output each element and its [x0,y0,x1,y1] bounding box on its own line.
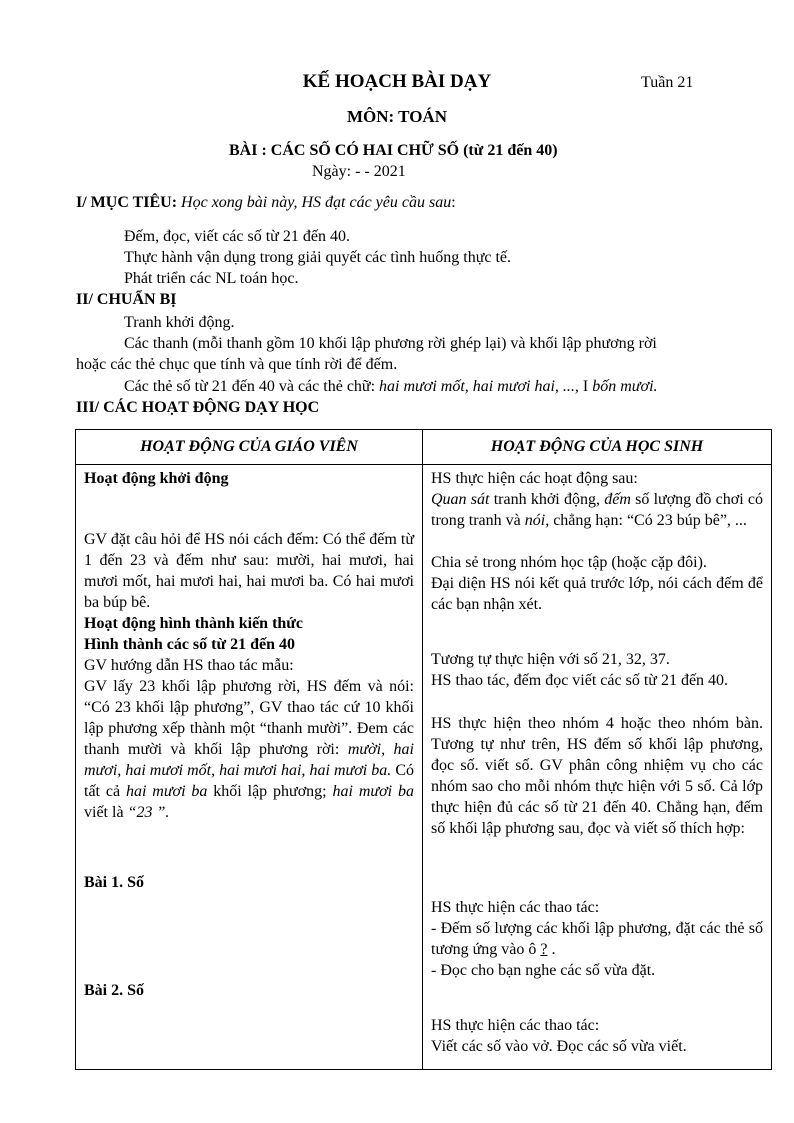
student-text: Đại diện HS nói kết quả trước lớp, nói cách đếm để các bạn nhận xét. [431,575,763,613]
warmup-title: Hoạt động khởi động [84,470,229,487]
knowledge-subtitle: Hình thành các số từ 21 đến 40 [84,636,295,653]
subject-heading: MÔN: TOÁN [347,107,447,126]
objectives-colon: : [451,194,456,211]
week-label: Tuần 21 [641,74,694,91]
preparation-heading: II/ CHUẨN BỊ [76,291,177,308]
student-italic: đếm [604,491,631,508]
student-text: Viết các số vào vở. Đọc các số vừa viết. [431,1038,687,1055]
preparation-item [124,378,658,396]
demo-italic: hai mươi ba [125,783,208,800]
lesson-heading: BÀI : CÁC SỐ CÓ HAI CHỮ SỐ (từ 21 đến 40) [229,142,558,159]
demo-italic: hai mươi ba [332,783,414,800]
knowledge-title: Hoạt động hình thành kiến thức [84,615,304,632]
student-text: HS thực hiện các thao tác: [431,1017,600,1034]
student-italic: Quan sát [431,491,490,508]
student-text [431,489,763,531]
activities-heading: III/ CÁC HOẠT ĐỘNG DẠY HỌC [76,399,320,416]
preparation-item: hoặc các thẻ chục que tính và que tính rời để đếm. [76,356,398,373]
student-part: số lượng đồ chơi có trong tranh và [431,491,763,529]
prep-italic: bốn mươi. [592,378,658,395]
student-cell [423,465,771,1069]
student-text [431,918,763,960]
demo-italic: “23 ”. [127,804,170,821]
objective-item: Phát triển các NL toán học. [124,270,299,287]
student-text: - Đọc cho bạn nghe các số vừa đặt. [431,962,656,979]
preparation-item: Các thanh (mỗi thanh gồm 10 khối lập phương rời ghép lại) và khối lập phương rời [124,335,657,352]
prep-text: I [582,378,593,395]
student-part: chẳng hạn: “Có 23 búp bê”, ... [549,512,747,529]
activities-table [75,429,772,1070]
student-column-header: HOẠT ĐỘNG CỦA HỌC SINH [423,430,772,465]
demo-part: GV lấy 23 khối lập phương rời, HS đếm và nói: “Có 23 khối lập phương”, GV thao tác cứ 10 khối lập phương xếp thành một “thanh mười”. Đem các thanh mười và khối lập phương rời: [84,678,414,758]
student-text: HS thực hiện các thao tác: [431,899,600,916]
prep-text: Các thẻ số từ 21 đến 40 và các thẻ chữ: [124,378,380,395]
student-text: Chia sẻ trong nhóm học tập (hoặc cặp đôi). [431,554,707,571]
student-italic: nói, [524,512,550,529]
objectives-line [76,194,456,212]
demo-italic: mười, hai mươi, hai mươi mốt, hai mươi hai, hai mươi ba. [84,741,414,779]
demo-text [84,676,414,823]
warmup-text: GV đặt câu hỏi để HS nói cách đếm: Có thể đếm từ 1 đến 23 và đếm như sau: mười, hai mươi, hai mươi mốt, hai mươi hai, hai mươi ba. Có hai mươi ba búp bê. [84,531,414,611]
page-title: KẾ HOẠCH BÀI DẠY [302,71,492,92]
teacher-column-header: HOẠT ĐỘNG CỦA GIÁO VIÊN [76,430,423,465]
student-part: tranh khởi động, [489,491,605,508]
student-part: . [547,941,556,958]
prep-italic: hai mươi mốt, hai mươi hai, ..., [379,378,583,395]
demo-part: Có tất cả [84,762,415,800]
teacher-cell [76,465,422,1069]
objectives-heading: I/ MỤC TIÊU: [76,194,178,211]
objectives-intro: Học xong bài này, HS đạt các yêu cầu sau [181,194,452,211]
student-text: HS thực hiện theo nhóm 4 hoặc theo nhóm bàn. Tương tự như trên, HS đếm số khối lập phương, đọc số. viết số. GV phân công nhiệm vụ cho các nhóm sao cho mỗi nhóm thực hiện với 5 số. Cả lớp thực hiện đủ các số từ 21 đến 40. Chẳng hạn, đếm số khối lập phương sau, đọc và viết số thích hợp: [431,715,763,837]
student-text: HS thao tác, đếm đọc viết các số từ 21 đến 40. [431,672,729,689]
exercise-2-bai: Bài [84,982,108,999]
objective-item: Đếm, đọc, viết các số từ 21 đến 40. [124,228,350,245]
exercise-2-title [84,980,414,1001]
answer-box: ? [540,941,548,958]
preparation-item: Tranh khởi động. [124,314,235,331]
objective-item: Thực hành vận dụng trong giải quyết các tình huống thực tế. [124,249,512,266]
date-line: Ngày: - - 2021 [312,163,406,180]
student-text: Tương tự thực hiện với số 21, 32, 37. [431,651,670,668]
exercise-2-rest: 2. Số [107,982,145,999]
guide-text: GV hướng dẫn HS thao tác mẫu: [84,657,294,674]
student-text: HS thực hiện các hoạt động sau: [431,470,638,487]
exercise-1-title: Bài 1. Số [84,874,145,891]
demo-part: viết là [84,804,128,821]
demo-part: khối lập phương; [207,783,333,800]
student-part: - Đếm số lượng các khối lập phương, đặt các thẻ số tương ứng vào ô [431,920,763,958]
